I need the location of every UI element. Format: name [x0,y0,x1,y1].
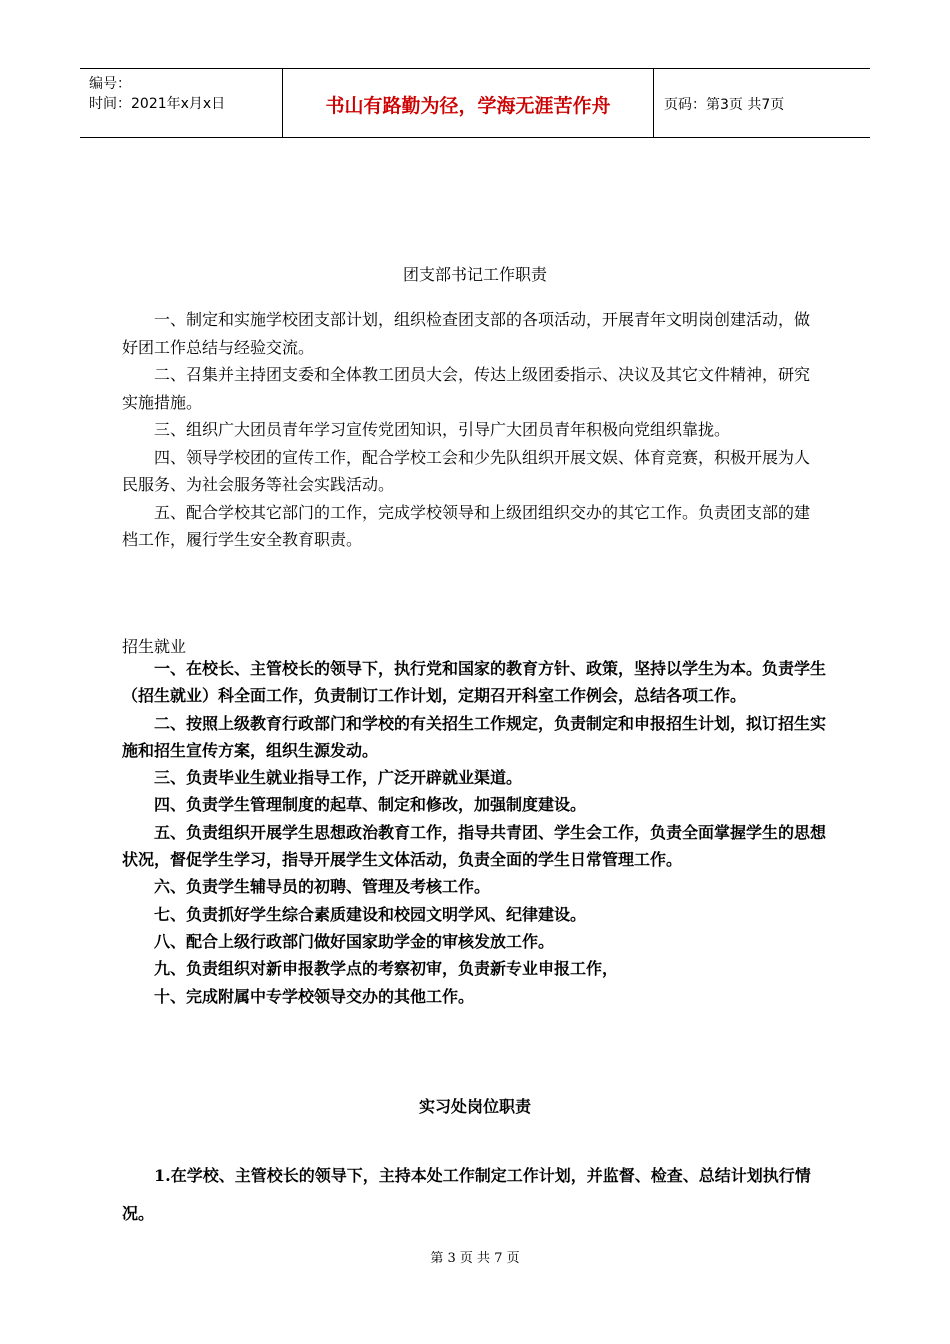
page-header [80,68,870,138]
section-title-enrollment: 招生就业 [122,637,187,656]
paragraph: 六、负责学生辅导员的初聘、管理及考核工作。 [154,877,491,897]
paragraph: 一、在校长、主管校长的领导下，执行党和国家的教育方针、政策，坚持以学生为本。负责学生（招生就业）科全面工作，负责制订工作计划，定期召开科室工作例会，总结各项工作。 [122,659,827,706]
header-motto-cell [283,69,654,137]
paragraph: 二、按照上级教育行政部门和学校的有关招生工作规定，负责制定和申报招生计划，拟订招生实施和招生宣传方案，组织生源发动。 [122,713,827,760]
paragraph: 四、领导学校团的宣传工作，配合学校工会和少先队组织开展文娱、体育竞赛，积极开展为人民服务、为社会服务等社会实践活动。 [122,447,811,494]
section-body-internship [122,1157,822,1233]
page-footer: 第 3 页 共 7 页 [430,1251,520,1266]
paragraph: 四、负责学生管理制度的起草、制定和修改，加强制度建设。 [154,795,587,815]
document-number-label: 编号： [89,76,131,92]
paragraph: 十、完成附属中专学校领导交办的其他工作。 [154,986,475,1006]
header-page-cell [654,69,870,137]
paragraph: 五、负责组织开展学生思想政治教育工作，指导共青团、学生会工作，负责全面掌握学生的思想状况，督促学生学习，指导开展学生文体活动，负责全面的学生日常管理工作。 [122,822,827,870]
section-body-league-secretary [122,306,822,554]
document-date-label: 时间：2021年x月x日 [89,96,226,112]
paragraph: 三、负责毕业生就业指导工作，广泛开辟就业渠道。 [154,768,523,788]
section-body-enrollment [122,655,832,1010]
paragraph: 九、负责组织对新申报教学点的考察初审，负责新专业申报工作， [154,959,619,979]
section-title-internship: 实习处岗位职责 [418,1097,531,1116]
paragraph: 五、配合学校其它部门的工作，完成学校领导和上级团组织交办的其它工作。负责团支部的建档工作，履行学生安全教育职责。 [122,502,811,549]
paragraph: 二、召集并主持团支委和全体教工团员大会，传达上级团委指示、决议及其它文件精神，研究实施措施。 [122,365,811,412]
section-title-league-secretary: 团支部书记工作职责 [402,265,547,284]
paragraph: 八、配合上级行政部门做好国家助学金的审核发放工作。 [154,931,555,951]
paragraph: 1.在学校、主管校长的领导下，主持本处工作制定工作计划，并监督、检查、总结计划执行情况。 [122,1166,811,1223]
header-page-info: 页码：第3页 共7页 [664,97,785,113]
header-motto: 书山有路勤为径，学海无涯苦作舟 [325,95,611,117]
header-info-cell [80,69,283,137]
paragraph: 三、组织广大团员青年学习宣传党团知识，引导广大团员青年积极向党组织靠拢。 [154,420,731,439]
paragraph: 七、负责抓好学生综合素质建设和校园文明学风、纪律建设。 [154,904,587,924]
paragraph: 一、制定和实施学校团支部计划，组织检查团支部的各项活动，开展青年文明岗创建活动，做好团工作总结与经验交流。 [122,310,811,357]
